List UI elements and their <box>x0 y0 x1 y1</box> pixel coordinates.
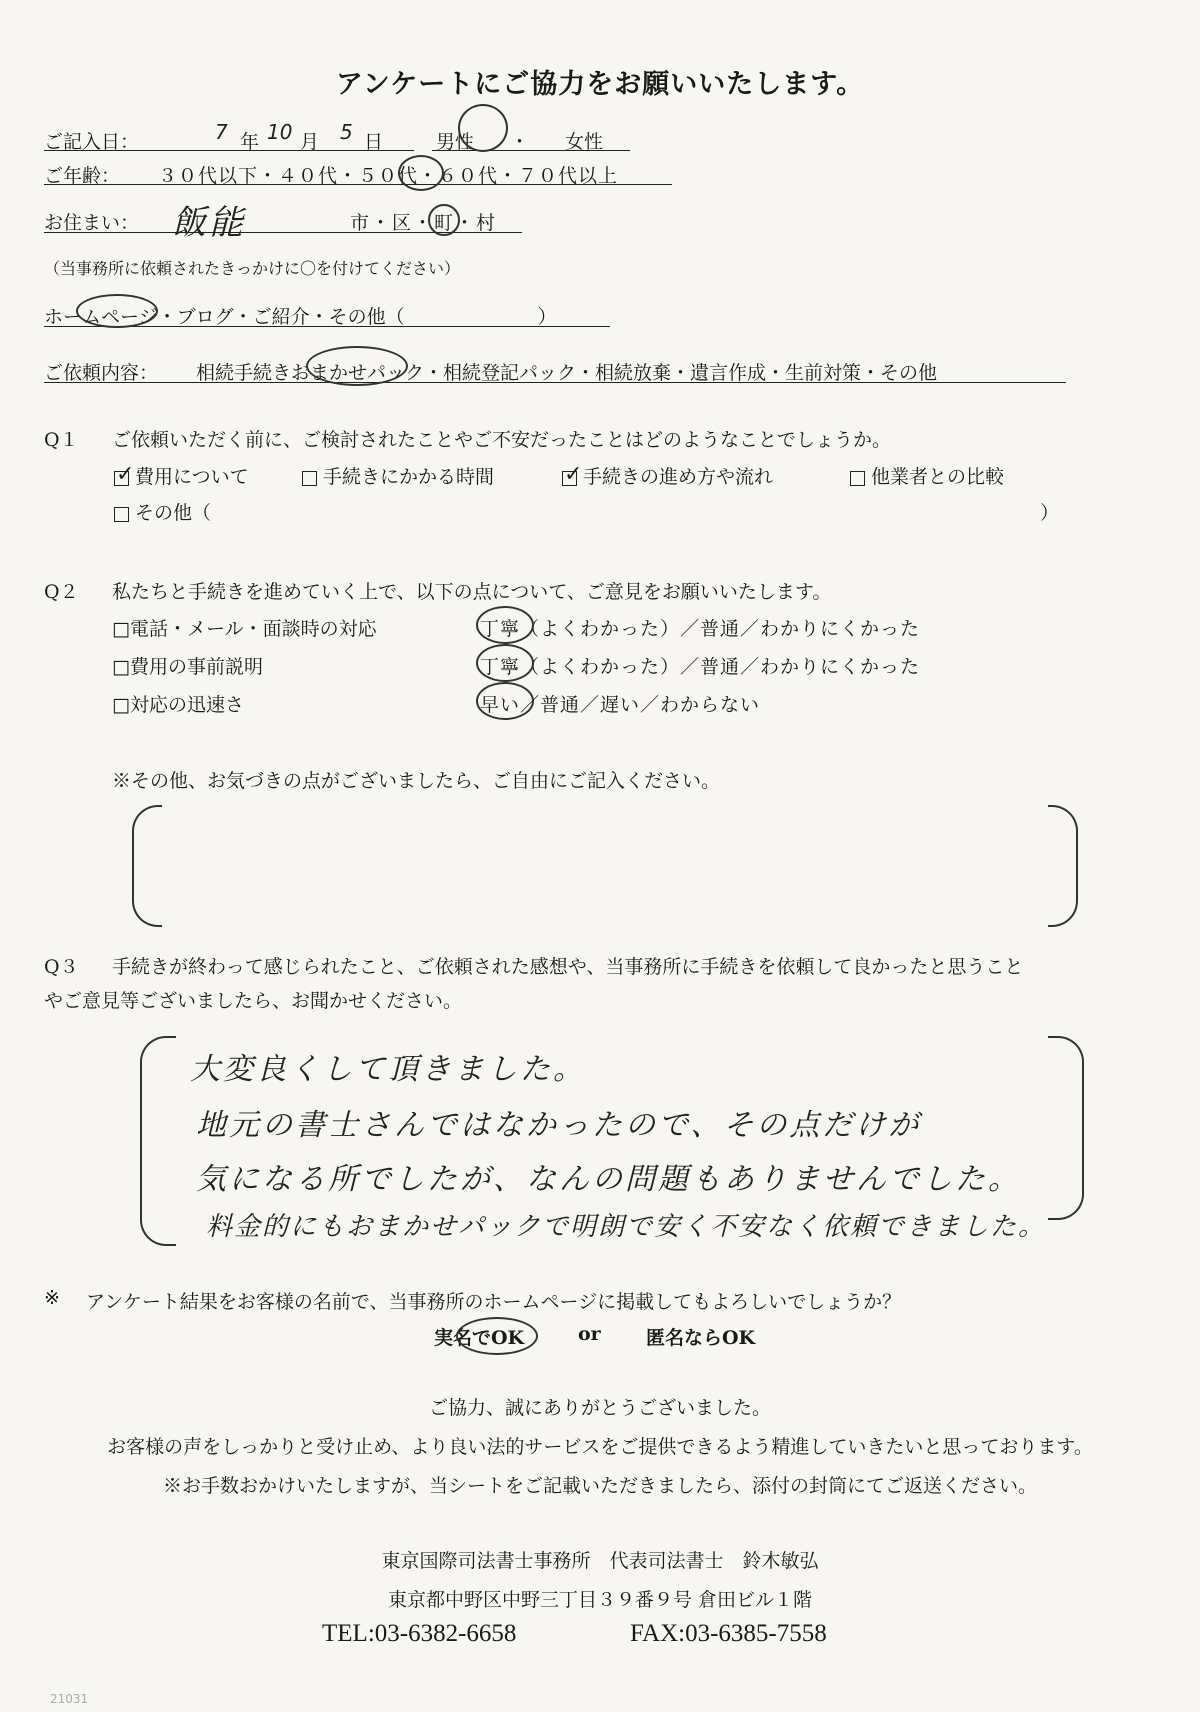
thanks-line: ※お手数おかけいたしますが、当シートをご記載いただきましたら、添付の封筒にてご返送ください。 <box>162 1475 1037 1497</box>
q3-number: Q３ <box>44 956 79 978</box>
free-comment-bracket-right <box>1048 805 1078 927</box>
age-label: ご年齢： <box>44 165 121 187</box>
checkbox-icon[interactable] <box>302 471 317 486</box>
office-tel: TEL:03-6382-6658 <box>322 1620 517 1647</box>
publish-option-anon[interactable]: 匿名ならOK <box>646 1327 756 1349</box>
q1-other-label: その他（ <box>135 502 212 524</box>
entry-year-unit: 年 <box>240 131 260 153</box>
age-selection-circle <box>398 155 444 191</box>
address-hand: 飯能 <box>172 203 246 243</box>
address-label: お住まい： <box>44 212 140 234</box>
q2-row-item: □費用の事前説明 <box>112 656 263 678</box>
q2-row-selection-circle <box>476 644 534 682</box>
checkbox-icon[interactable] <box>850 471 865 486</box>
q1-option-label: 手続きの進め方や流れ <box>583 466 774 488</box>
request-underline <box>44 382 1066 383</box>
q3-answer-line: 大変良くして頂きました。 <box>190 1052 586 1087</box>
q1-number: Q１ <box>44 429 79 451</box>
gender-underline <box>432 150 630 151</box>
q2-row-selection-circle <box>476 682 534 720</box>
request-label: ご依頼内容： <box>44 362 159 384</box>
checkmark-icon: ✓ <box>564 461 583 487</box>
q2-row-scale[interactable]: 丁寧（よくわかった）／普通／わかりにくかった <box>480 656 921 678</box>
checkbox-icon[interactable] <box>562 461 583 487</box>
office-fax: FAX:03-6385-7558 <box>630 1620 827 1647</box>
q2-row-item: □電話・メール・面談時の対応 <box>112 618 377 640</box>
q2-free-note: ※その他、お気づきの点がございましたら、ご自由にご記入ください。 <box>112 770 721 792</box>
entry-date-underline <box>44 150 414 151</box>
checkbox-icon[interactable] <box>114 507 129 522</box>
q1-option-compare[interactable] <box>850 462 1004 489</box>
q1-other-close: ） <box>1040 502 1060 524</box>
address-selection-circle <box>428 204 460 236</box>
free-comment-bracket-left <box>132 805 162 927</box>
answer-bracket-left <box>140 1036 176 1246</box>
office-name: 東京国際司法書士事務所 代表司法書士 鈴木敏弘 <box>381 1550 819 1572</box>
entry-month-hand: 10 <box>267 120 293 144</box>
publish-mark: ※ <box>44 1287 60 1309</box>
survey-title: アンケートにご協力をお願いいたします。 <box>335 69 865 100</box>
entry-day-unit: 日 <box>364 131 384 153</box>
entry-year-hand: 7 <box>215 120 228 144</box>
gender-selection-circle <box>458 104 508 152</box>
q1-option-cost[interactable] <box>114 462 249 489</box>
publish-or: or <box>578 1323 601 1345</box>
age-options[interactable]: ３０代以下・４０代・５０代・６０代・７０代以上 <box>158 165 619 187</box>
entry-month-unit: 月 <box>300 131 320 153</box>
q3-question-line2: やご意見等ございましたら、お聞かせください。 <box>44 990 463 1012</box>
q3-answer-line: 料金的にもおまかせパックで明朗で安く不安なく依頼できました。 <box>206 1212 1047 1242</box>
trigger-selection-circle <box>76 294 158 328</box>
age-underline <box>44 184 672 185</box>
free-comment-area[interactable] <box>162 810 1046 918</box>
publish-option-real[interactable]: 実名でOK <box>434 1327 525 1349</box>
gender-male[interactable]: 男性 <box>436 131 475 153</box>
gender-separator: ・ <box>510 131 530 153</box>
q1-option-time[interactable] <box>302 462 494 489</box>
answer-bracket-right <box>1048 1036 1084 1220</box>
entry-date-label: ご記入日： <box>44 131 140 153</box>
q2-row-selection-circle <box>476 606 534 644</box>
q2-row-scale[interactable]: 丁寧（よくわかった）／普通／わかりにくかった <box>480 618 921 640</box>
q1-option-process[interactable] <box>562 462 773 489</box>
thanks-line: ご協力、誠にありがとうございました。 <box>428 1397 771 1419</box>
trigger-note: （当事務所に依頼されたきっかけに〇を付けてください） <box>44 259 461 278</box>
publish-selection-circle <box>456 1317 538 1355</box>
checkbox-icon[interactable] <box>114 461 135 487</box>
request-options[interactable]: 相続手続きおまかせパック・相続登記パック・相続放棄・遺言作成・生前対策・その他 <box>196 362 938 384</box>
q3-answer-line: 地元の書士さんではなかったので、その点だけが <box>196 1108 922 1143</box>
document-stamp: 21031 <box>50 1692 89 1706</box>
q1-question: ご依頼いただく前に、ご検討されたことやご不安だったことはどのようなことでしょうか。 <box>112 429 892 451</box>
q1-option-label: 他業者との比較 <box>871 466 1005 488</box>
entry-day-hand: 5 <box>340 120 353 144</box>
q2-row-scale[interactable]: 早い／普通／遅い／わからない <box>480 694 761 716</box>
q3-answer-line: 気になる所でしたが、なんの問題もありませんでした。 <box>196 1162 1021 1197</box>
request-selection-circle <box>306 346 408 386</box>
q1-option-other[interactable] <box>114 498 211 525</box>
q1-option-label: 費用について <box>135 466 249 488</box>
q2-number: Q２ <box>44 581 79 603</box>
publish-question: アンケート結果をお客様の名前で、当事務所のホームページに掲載してもよろしいでしょうか？ <box>86 1291 902 1313</box>
trigger-options[interactable]: ホームページ・ブログ・ご紹介・その他（ ） <box>44 306 557 328</box>
address-options[interactable]: 市・区・町・村 <box>350 212 498 234</box>
q1-option-label: 手続きにかかる時間 <box>323 466 495 488</box>
q3-question-line1: 手続きが終わって感じられたこと、ご依頼された感想や、当事務所に手続きを依頼して良かったと思うこと <box>112 956 1024 978</box>
checkmark-icon: ✓ <box>116 461 135 487</box>
q2-row-item: □対応の迅速さ <box>112 694 244 716</box>
q2-question: 私たちと手続きを進めていく上で、以下の点について、ご意見をお願いいたします。 <box>112 581 832 603</box>
office-address: 東京都中野区中野三丁目３９番９号 倉田ビル１階 <box>387 1589 813 1611</box>
thanks-line: お客様の声をしっかりと受け止め、より良い法的サービスをご提供できるよう精進していきたいと思っております。 <box>107 1436 1093 1458</box>
gender-female[interactable]: 女性 <box>565 131 604 153</box>
